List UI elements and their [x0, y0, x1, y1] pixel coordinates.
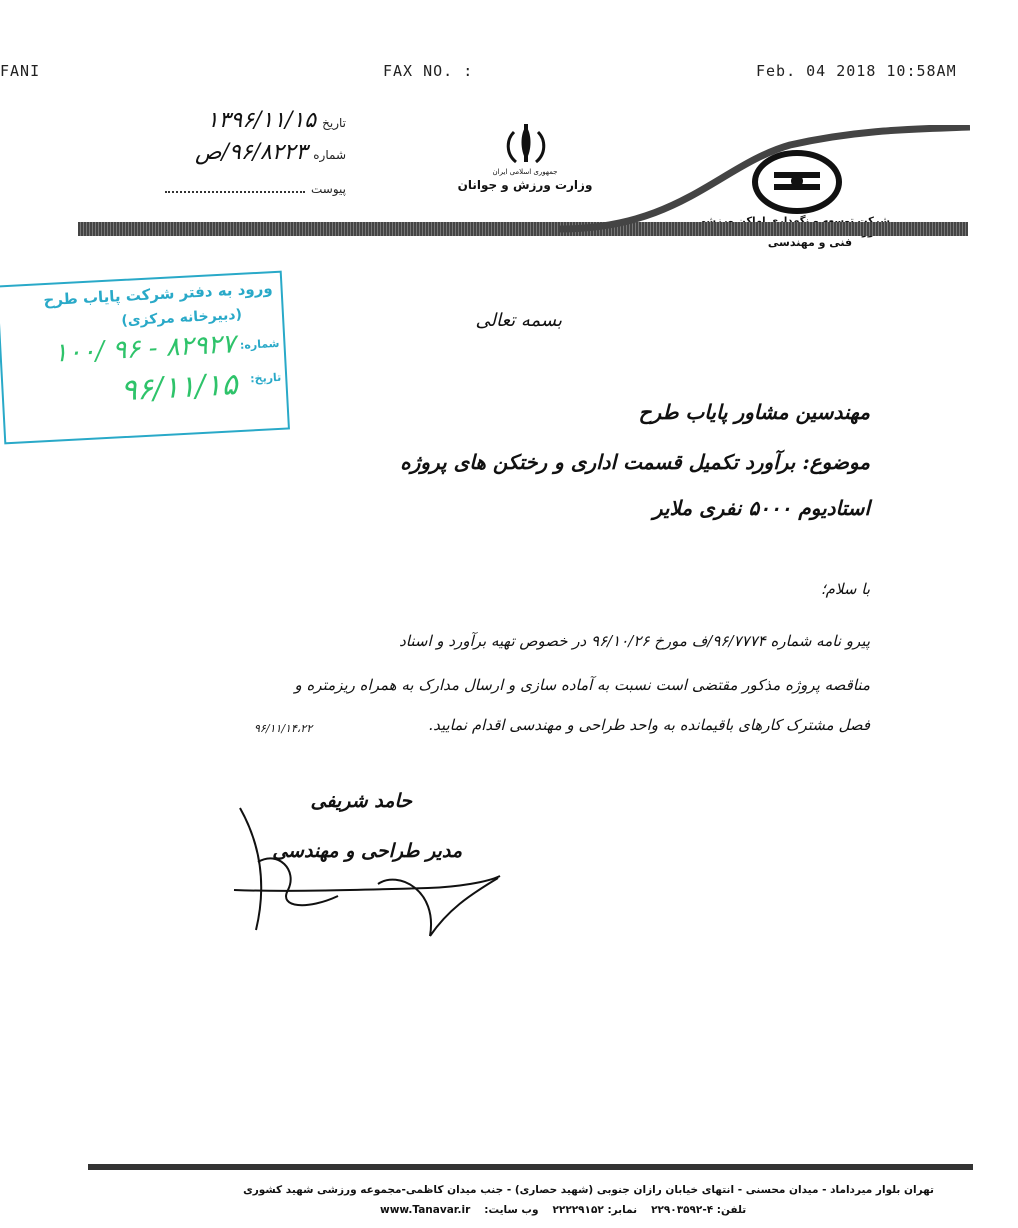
- body-line-2: مناقصه پروژه مذکور مقتضی است نسبت به آماده سازی و ارسال مدارک به همراه ریزمتره و: [294, 676, 870, 694]
- footer-fax: نمابر: ۲۲۲۲۹۱۵۲: [552, 1204, 638, 1216]
- attachment-label: پیوست: [311, 182, 346, 196]
- signer-name: حامد شریفی: [310, 790, 412, 812]
- received-stamp: [0, 271, 290, 445]
- footer-website: www.Tanavar.ir: [380, 1204, 471, 1216]
- stamp-number-label: شماره:: [239, 336, 280, 352]
- invocation: بسمه تعالی: [475, 310, 562, 331]
- footer-band: [88, 1164, 973, 1170]
- ministry-name: وزارت ورزش و جوانان: [457, 178, 593, 192]
- stamp-title: ورود به دفتر شرکت پایاب طرح: [43, 279, 274, 310]
- fax-datetime: Feb. 04 2018 10:58AM: [756, 62, 957, 80]
- date-value: ۱۳۹۶/۱۱/۱۵: [206, 108, 317, 133]
- subject-line-1: موضوع: برآورد تکمیل قسمت اداری و رختکن های پروژه: [400, 450, 870, 474]
- handwritten-note: ۹۶/۱۱/۱۴،۲۲: [254, 722, 313, 735]
- footer-website-label: وب سایت:: [484, 1204, 539, 1216]
- footer-phone: تلفن: ۴-۲۲۹۰۳۵۹۲: [651, 1204, 747, 1216]
- recipient: مهندسین مشاور پایاب طرح: [638, 400, 870, 424]
- stamp-date-value: ۹۶/۱۱/۱۵: [119, 367, 239, 409]
- stamp-date-label: تاریخ:: [249, 370, 282, 386]
- iran-emblem-icon: [498, 122, 554, 166]
- letterhead-swoosh: [560, 125, 970, 235]
- attachment-dots: [165, 185, 305, 193]
- body-line-3: فصل مشترک کارهای باقیمانده به واحد طراحی و مهندسی اقدام نمایید.: [428, 716, 870, 734]
- footer-address: تهران بلوار میرداماد - میدان محسنی - انتهای خیابان رازان جنوبی (شهید حصاری) - جنب میدان کاظمی-مجموعه ورزشی شهید کشوری: [243, 1184, 934, 1196]
- footer-contact: [380, 1204, 746, 1216]
- attachment-row: [165, 182, 346, 196]
- greeting: با سلام؛: [820, 580, 870, 598]
- date-label: تاریخ: [322, 116, 346, 130]
- stamp-subtitle: (دبیرخانه مرکزی): [120, 306, 243, 330]
- number-value: ۹۶/۸۲۲۳/ص: [194, 140, 308, 165]
- signer-title: مدیر طراحی و مهندسی: [272, 840, 462, 862]
- fax-number-label: FAX NO. :: [383, 62, 474, 80]
- emblem-caption: جمهوری اسلامی ایران: [492, 168, 558, 176]
- handwritten-signature: [228, 800, 508, 940]
- body-line-1: پیرو نامه شماره ۹۶/۷۷۷۴/ف مورخ ۹۶/۱۰/۲۶ در خصوص تهیه برآورد و اسناد: [399, 632, 870, 650]
- number-row: [195, 140, 346, 165]
- stamp-number-value: ۸۲۹۲۷ - ۹۶ /۱۰۰: [52, 329, 237, 369]
- department-name: فنی و مهندسی: [767, 236, 853, 249]
- subject-line-2: استادیوم ۵۰۰۰ نفری ملایر: [652, 496, 870, 520]
- number-label: شماره: [313, 148, 346, 162]
- date-row: [207, 108, 346, 133]
- fax-sender: FANI: [0, 62, 41, 80]
